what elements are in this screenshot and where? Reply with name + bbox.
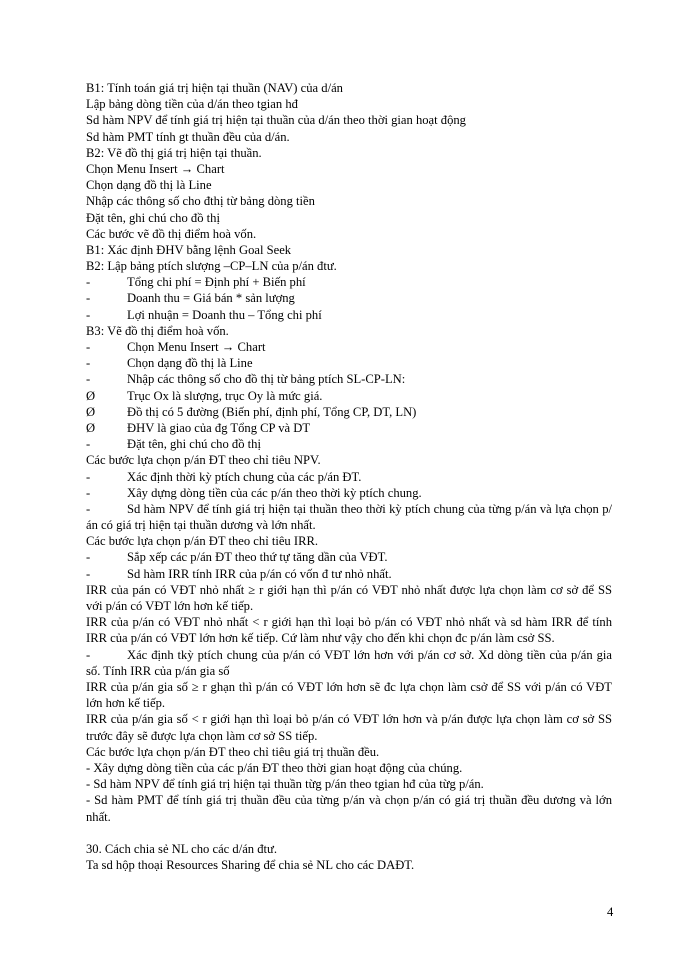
step1-title: B1: Tính toán giá trị hiện tại thuần (NAV) của d/án xyxy=(86,81,343,95)
list-item-text: Sd hàm NPV để tính giá trị hiện tại thuần theo thời kỳ ptích chung của từng p/án và lựa chọn p/án có giá trị hiện tại thuần dương và lớn nhất. xyxy=(86,501,612,533)
dash-marker: - xyxy=(86,275,91,290)
paragraph: - Sd hàm PMT để tính giá trị thuần đều của từng p/án và chọn p/án có giá trị thuần đều dương và lớn nhất. xyxy=(86,793,612,824)
npv-section-title: Các bước lựa chọn p/án ĐT theo chỉ tiêu NPV. xyxy=(86,453,321,468)
dash-marker: - xyxy=(86,291,91,306)
arrow-bullet-icon: Ø xyxy=(86,420,96,435)
list-item xyxy=(86,485,612,501)
list-item-text: Xác định tkỳ ptích chung của p/án có VĐT lớn hơn với p/án cơ sở. Xd dòng tiền của p/án gia số. Tính IRR của p/án gia số xyxy=(86,647,612,678)
bullet-item xyxy=(86,404,612,420)
bullet-item-text: ĐHV là giao của đg Tổng CP và DT xyxy=(127,420,311,435)
dash-marker: - xyxy=(86,501,91,516)
paragraph: IRR của p/án gia số < r giới hạn thì loại bỏ p/án có VĐT lớn hơn và p/án được lựa chọn làm cơ sở SS trước đây sẽ được lựa chọn làm cơ sở SS tiếp. xyxy=(86,712,612,743)
step3-title: B3: Vẽ đồ thị điểm hoà vốn. xyxy=(86,323,229,338)
equivalent-value-section-title: Các bước lựa chọn p/án ĐT theo chỉ tiêu giá trị thuần đều. xyxy=(86,744,380,759)
spacer xyxy=(86,825,612,841)
list-item xyxy=(86,339,612,355)
list-item xyxy=(86,469,612,485)
dash-marker: - xyxy=(86,566,91,581)
list-item-text: Sắp xếp các p/án ĐT theo thứ tự tăng dần của VĐT. xyxy=(127,550,388,565)
page-number: 4 xyxy=(607,905,614,919)
list-item-text: Nhập các thông số cho đồ thị từ bảng ptích SL-CP-LN: xyxy=(127,372,406,387)
list-item-text: Đặt tên, ghi chú cho đồ thị xyxy=(127,437,261,452)
list-item xyxy=(86,501,612,533)
list-item-text: Tổng chi phí = Định phí + Biến phí xyxy=(127,275,306,290)
paragraph: IRR của p/án có VĐT nhỏ nhất < r giới hạn thì loại bỏ p/án có VĐT nhỏ nhất và sd hàm IRR để tính IRR của p/án có VĐT lớn hơn kế tiếp. Cứ làm như vậy cho đến khi chọn đc p/án làm csở SS. xyxy=(86,615,612,646)
dash-marker: - xyxy=(86,307,91,322)
text-line: - Xây dựng dòng tiền của các p/án ĐT theo thời gian hoạt động của chúng. xyxy=(86,761,463,776)
text-line: Đặt tên, ghi chú cho đồ thị xyxy=(86,210,220,225)
text-line: Sd hàm PMT tính gt thuần đều của d/án. xyxy=(86,129,290,144)
text-line: Chọn dạng đồ thị là Line xyxy=(86,178,212,193)
list-item-text: Chọn Menu Insert → Chart xyxy=(127,340,266,354)
list-item-text: Doanh thu = Giá bán * sản lượng xyxy=(127,291,295,306)
list-item xyxy=(86,566,612,582)
text-line: Sd hàm NPV để tính giá trị hiện tại thuần của d/án theo thời gian hoạt động xyxy=(86,113,466,128)
page-content xyxy=(86,80,612,873)
text-line: B2: Lập bảng ptích slượng –CP–LN của p/án đtư. xyxy=(86,259,337,274)
dash-marker: - xyxy=(86,372,91,387)
bullet-item xyxy=(86,420,612,436)
dash-marker: - xyxy=(86,340,91,354)
list-item-text: Xác định thời kỳ ptích chung của các p/án ĐT. xyxy=(127,469,362,484)
text-line: Chọn Menu Insert → Chart xyxy=(86,161,225,176)
list-item-text: Chọn dạng đồ thị là Line xyxy=(127,356,253,371)
bullet-item xyxy=(86,388,612,404)
text-line: - Sd hàm NPV để tính giá trị hiện tại thuần từg p/án theo tgian hđ của từg p/án. xyxy=(86,777,484,792)
breakeven-title: Các bước vẽ đồ thị điểm hoà vốn. xyxy=(86,226,257,241)
text-line: Nhập các thông số cho đthị từ bảng dòng tiền xyxy=(86,194,315,209)
section-30-title: 30. Cách chia sẻ NL cho các d/án đtư. xyxy=(86,842,277,857)
step2-title: B2: Vẽ đồ thị giá trị hiện tại thuần. xyxy=(86,145,262,160)
dash-marker: - xyxy=(86,469,91,484)
bullet-item-text: Trục Ox là slượng, trục Oy là mức giá. xyxy=(127,388,323,403)
bullet-item-text: Đồ thị có 5 đường (Biến phí, định phí, Tổng CP, DT, LN) xyxy=(127,404,417,419)
list-item xyxy=(86,307,612,323)
dash-marker: - xyxy=(86,550,91,565)
list-item xyxy=(86,290,612,306)
list-item xyxy=(86,436,612,452)
list-item xyxy=(86,647,612,679)
dash-marker: - xyxy=(86,356,91,371)
text-line: Lập bảng dòng tiền của d/án theo tgian hđ xyxy=(86,97,298,112)
arrow-bullet-icon: Ø xyxy=(86,404,96,419)
list-item xyxy=(86,549,612,565)
list-item xyxy=(86,371,612,387)
irr-section-title: Các bước lựa chọn p/án ĐT theo chỉ tiêu IRR. xyxy=(86,534,319,549)
paragraph: IRR của p/án gia số ≥ r ghạn thì p/án có VĐT lớn hơn sẽ đc lựa chọn làm csở để SS với p/án có VĐT lớn hơn kế tiếp. xyxy=(86,680,612,711)
list-item-text: Xây dựng dòng tiền của các p/án theo thời kỳ ptích chung. xyxy=(127,485,422,500)
list-item-text: Sd hàm IRR tính IRR của p/án có vốn đ tư nhỏ nhất. xyxy=(127,566,392,581)
list-item xyxy=(86,274,612,290)
paragraph: IRR của pán có VĐT nhỏ nhất ≥ r giới hạn thì p/án có VĐT nhỏ nhất được lựa chọn làm cơ sở để SS với p/án có VĐT lớn hơn kế tiếp. xyxy=(86,582,612,614)
list-item xyxy=(86,355,612,371)
text-line: B1: Xác định ĐHV bằng lệnh Goal Seek xyxy=(86,242,292,257)
dash-marker: - xyxy=(86,647,91,662)
dash-marker: - xyxy=(86,485,91,500)
list-item-text: Lợi nhuận = Doanh thu – Tổng chi phí xyxy=(127,307,322,322)
dash-marker: - xyxy=(86,437,91,452)
text-line: Ta sd hộp thoại Resources Sharing để chia sẻ NL cho các DAĐT. xyxy=(86,858,415,873)
arrow-bullet-icon: Ø xyxy=(86,388,96,403)
